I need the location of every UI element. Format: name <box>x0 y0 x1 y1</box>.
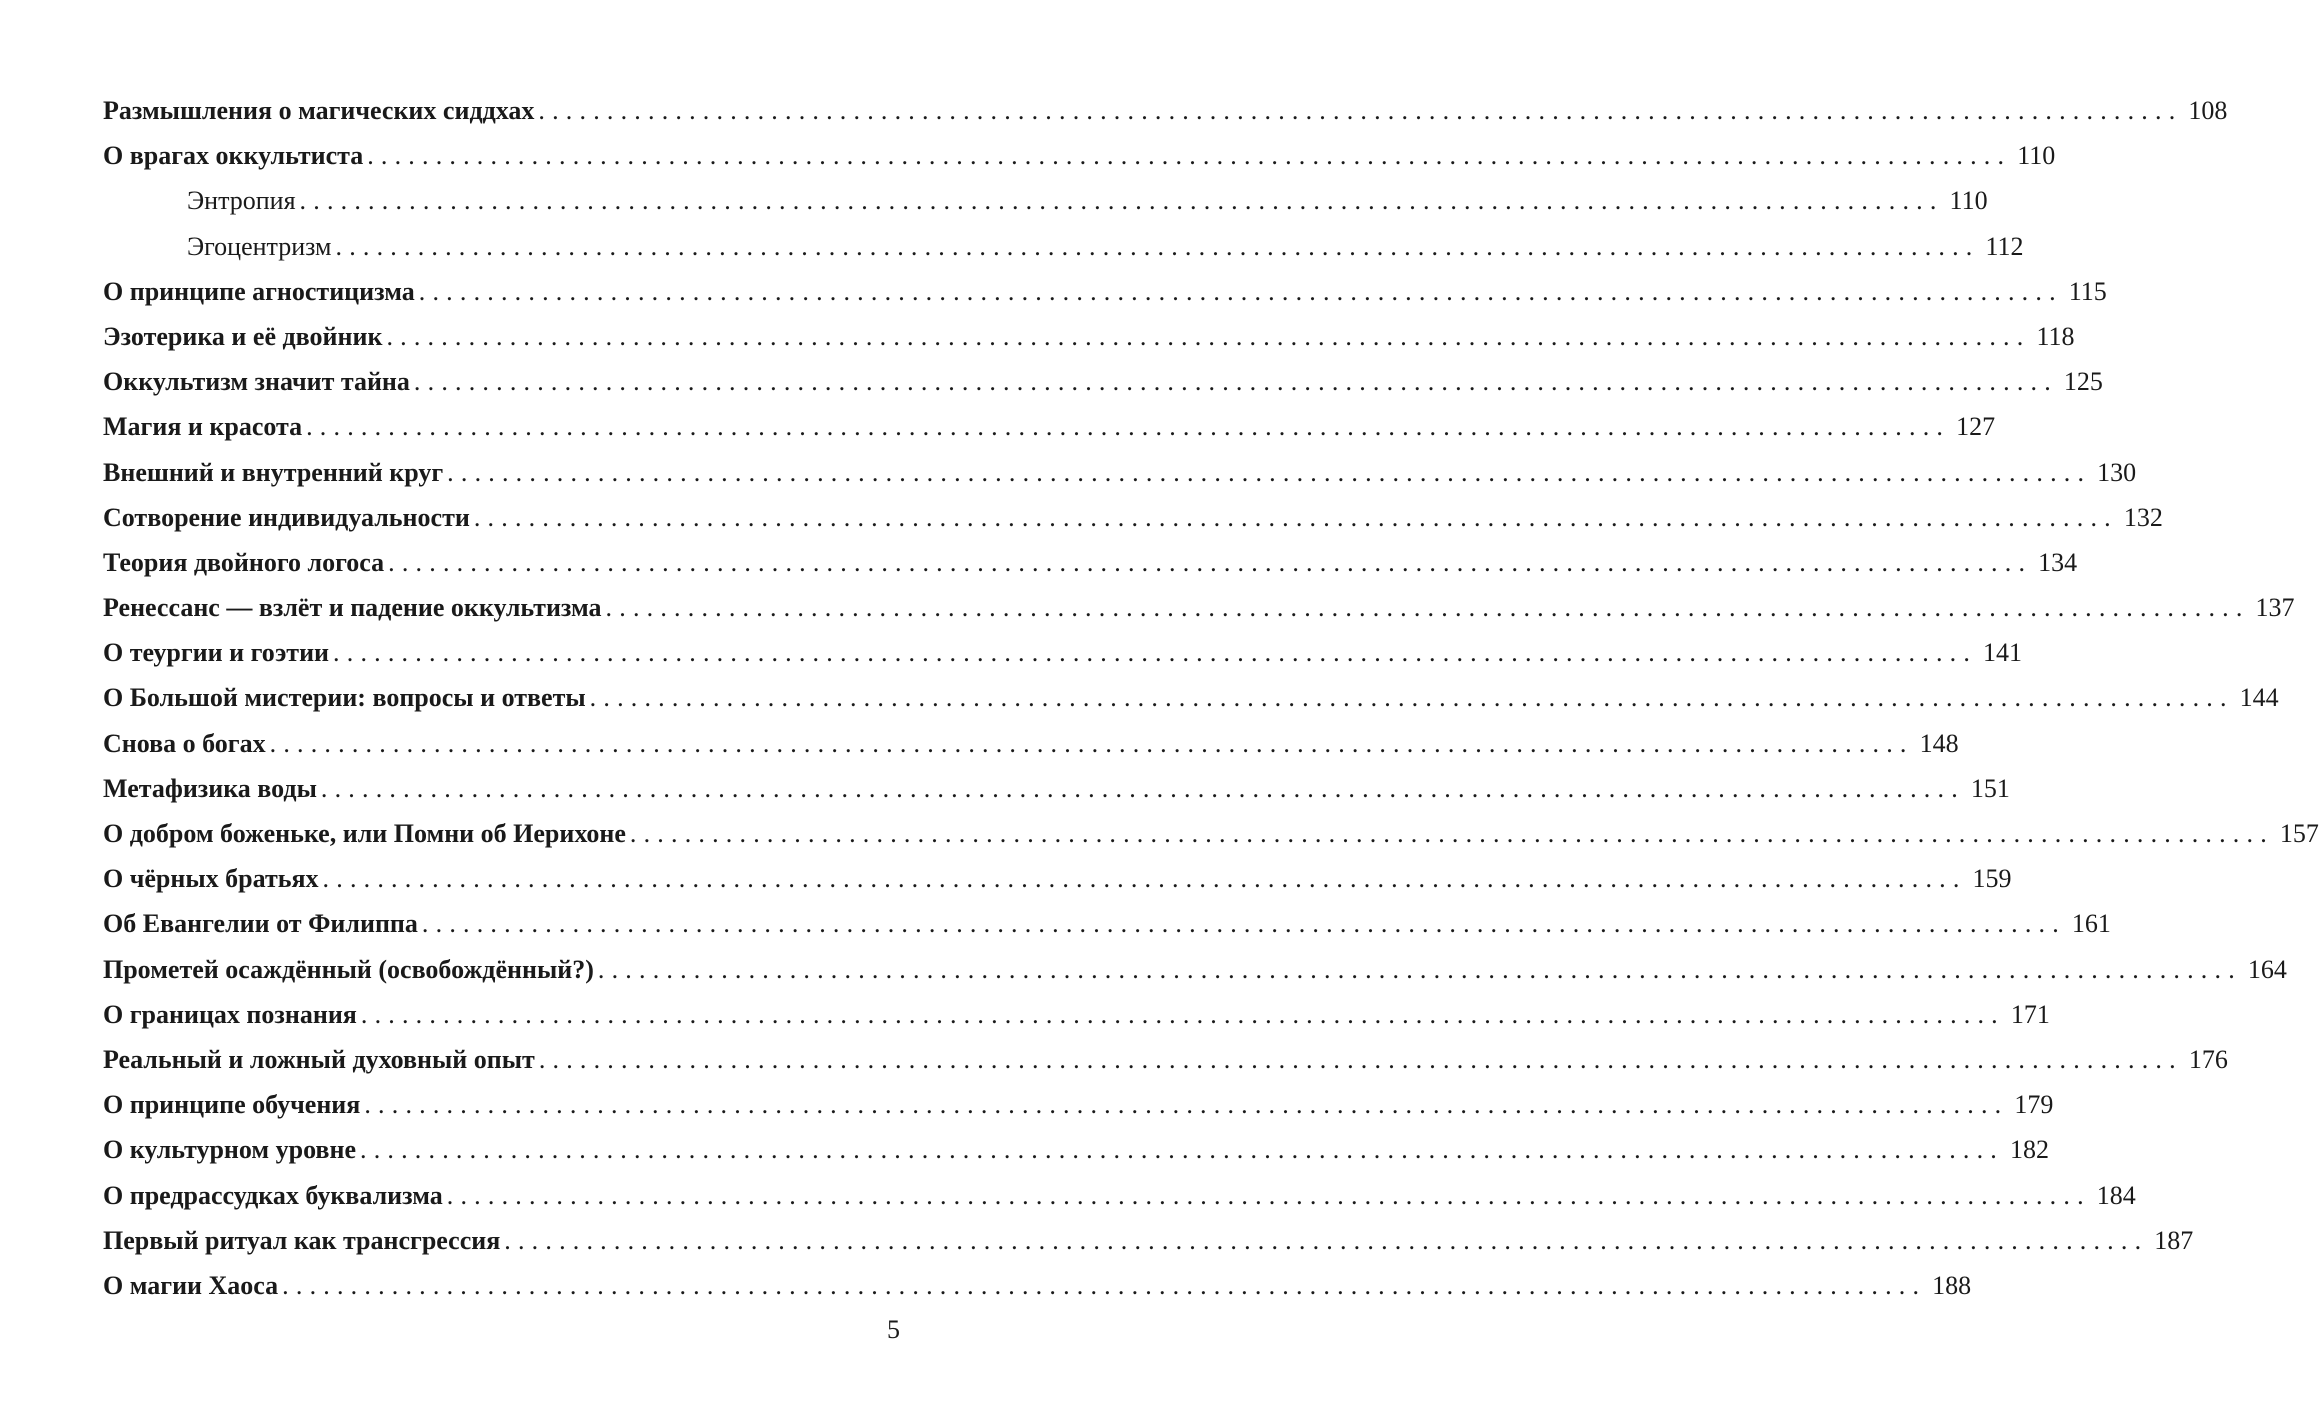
toc-entry-title: Внешний и внутренний круг <box>103 457 444 487</box>
toc-entry-title: Магия и красота <box>103 412 303 442</box>
dot-leader: ........................................................................................................................ <box>629 819 2274 848</box>
dot-leader: ........................................................................................................................ <box>364 1090 2009 1120</box>
dot-leader: ........................................................................................................................ <box>322 864 1967 894</box>
dot-leader: ........................................................................................................................ <box>447 457 2092 487</box>
dot-leader: ........................................................................................................................ <box>605 593 2250 623</box>
toc-entry[interactable] <box>103 856 2012 901</box>
table-of-contents <box>103 88 2319 1308</box>
toc-entry-title: Сотворение индивидуальности <box>103 502 470 532</box>
toc-entry-page: 110 <box>1949 186 1988 216</box>
toc-entry-title: О магии Хаоса <box>103 1270 279 1300</box>
toc-entry-page: 144 <box>2239 683 2279 713</box>
toc-entry-title: Оккультизм значит тайна <box>103 367 410 397</box>
toc-entry-title: О принципе агностицизма <box>103 276 415 306</box>
toc-entry[interactable] <box>103 314 2075 359</box>
toc-entry-page: 137 <box>2255 593 2295 623</box>
dot-leader: ........................................................................................................................ <box>335 231 1980 261</box>
toc-entry-page: 164 <box>2247 954 2287 984</box>
toc-entry-page: 151 <box>1970 773 2010 803</box>
dot-leader: ........................................................................................................................ <box>504 1225 2149 1255</box>
toc-entry[interactable] <box>103 585 2295 630</box>
toc-entry[interactable] <box>103 1037 2228 1082</box>
toc-entry-page: 157 <box>2279 819 2319 848</box>
toc-entry-title: Метафизика воды <box>103 773 317 803</box>
toc-entry[interactable] <box>103 1218 2194 1263</box>
toc-entry-page: 134 <box>2038 547 2078 577</box>
toc-entry-title: О чёрных братьях <box>103 864 319 894</box>
dot-leader: ........................................................................................................................ <box>386 321 2031 351</box>
toc-entry-title: Реальный и ложный духовный опыт <box>103 1044 535 1074</box>
dot-leader: ........................................................................................................................ <box>418 276 2063 306</box>
toc-entry-page: 127 <box>1956 412 1996 442</box>
dot-leader: ........................................................................................................................ <box>360 999 2005 1029</box>
toc-entry-title: Теория двойного логоса <box>103 547 385 577</box>
dot-leader: ........................................................................................................................ <box>538 1044 2183 1074</box>
toc-entry-title: Прометей осаждённый (освобождённый?) <box>103 954 594 984</box>
toc-entry[interactable] <box>103 992 2050 1037</box>
toc-entry-page: 171 <box>2010 999 2050 1029</box>
toc-entry-page: 188 <box>1932 1270 1972 1300</box>
toc-entry[interactable] <box>103 1127 2049 1172</box>
toc-entry-page: 184 <box>2096 1180 2136 1210</box>
toc-entry-title: Снова о богах <box>103 728 266 758</box>
toc-entry-page: 176 <box>2188 1044 2228 1074</box>
toc-entry-title: Ренессанс — взлёт и падение оккультизма <box>103 593 602 623</box>
toc-entry[interactable] <box>103 359 2103 404</box>
toc-entry-page: 187 <box>2154 1225 2194 1255</box>
toc-entry-page: 141 <box>1983 638 2023 668</box>
toc-entry-title: О границах познания <box>103 999 357 1029</box>
toc-entry[interactable] <box>103 88 2228 133</box>
dot-leader: ........................................................................................................................ <box>538 96 2183 125</box>
toc-entry-page: 182 <box>2010 1135 2049 1165</box>
toc-entry-title: О врагах оккультиста <box>103 141 364 171</box>
dot-leader: ........................................................................................................................ <box>306 412 1951 442</box>
toc-entry-title: О добром боженьке, или Помни об Иерихоне <box>103 819 626 848</box>
toc-entry-title: О культурном уровне <box>103 1135 356 1165</box>
toc-entry-page: 110 <box>2017 141 2056 171</box>
dot-leader: ........................................................................................................................ <box>421 909 2066 939</box>
toc-entry-title: Эгоцентризм <box>187 231 332 261</box>
toc-entry[interactable] <box>103 675 2279 720</box>
toc-entry-title: О предрассудках буквализма <box>103 1180 443 1210</box>
toc-entry[interactable] <box>103 178 1988 223</box>
dot-leader: ........................................................................................................................ <box>282 1270 1927 1300</box>
toc-entry[interactable] <box>103 540 2078 585</box>
toc-entry-page: 148 <box>1919 728 1959 758</box>
toc-entry[interactable] <box>103 495 2163 540</box>
toc-entry[interactable] <box>103 630 2023 675</box>
toc-entry[interactable] <box>103 811 2319 856</box>
toc-entry[interactable] <box>103 947 2287 992</box>
dot-leader: ........................................................................................................................ <box>597 954 2242 984</box>
dot-leader: ........................................................................................................................ <box>367 141 2012 171</box>
toc-entry[interactable] <box>103 224 2024 269</box>
toc-entry[interactable] <box>103 721 1959 766</box>
dot-leader: ........................................................................................................................ <box>333 638 1978 668</box>
toc-entry[interactable] <box>103 901 2111 946</box>
toc-entry-page: 125 <box>2063 367 2103 397</box>
toc-entry[interactable] <box>103 269 2107 314</box>
toc-entry-page: 159 <box>1972 864 2012 894</box>
toc-entry-title: Первый ритуал как трансгрессия <box>103 1225 501 1255</box>
toc-entry-title: Эзотерика и её двойник <box>103 321 383 351</box>
toc-entry-page: 108 <box>2188 96 2228 125</box>
toc-entry[interactable] <box>103 1263 1972 1308</box>
toc-entry-page: 115 <box>2068 276 2107 306</box>
toc-entry-page: 118 <box>2036 321 2075 351</box>
dot-leader: ........................................................................................................................ <box>360 1135 2004 1165</box>
toc-entry-title: О Большой мистерии: вопросы и ответы <box>103 683 586 713</box>
toc-entry[interactable] <box>103 766 2010 811</box>
toc-entry-page: 112 <box>1985 231 2024 261</box>
dot-leader: ........................................................................................................................ <box>299 186 1944 216</box>
toc-entry[interactable] <box>103 1173 2136 1218</box>
toc-entry-page: 130 <box>2097 457 2137 487</box>
dot-leader: ........................................................................................................................ <box>269 728 1914 758</box>
dot-leader: ........................................................................................................................ <box>413 367 2058 397</box>
dot-leader: ........................................................................................................................ <box>589 683 2234 713</box>
toc-entry[interactable] <box>103 1082 2054 1127</box>
toc-entry-title: О принципе обучения <box>103 1090 361 1120</box>
toc-entry-page: 179 <box>2014 1090 2054 1120</box>
dot-leader: ........................................................................................................................ <box>473 502 2118 532</box>
toc-entry-title: О теургии и гоэтии <box>103 638 330 668</box>
toc-entry[interactable] <box>103 450 2137 495</box>
toc-entry[interactable] <box>103 404 1996 449</box>
toc-entry[interactable] <box>103 133 2056 178</box>
toc-entry-page: 132 <box>2123 502 2163 532</box>
page-number: 5 <box>887 1315 900 1344</box>
toc-entry-title: Размышления о магических сиддхах <box>103 96 535 125</box>
dot-leader: ........................................................................................................................ <box>388 547 2033 577</box>
dot-leader: ........................................................................................................................ <box>446 1180 2091 1210</box>
toc-entry-page: 161 <box>2071 909 2111 939</box>
toc-entry-title: Об Евангелии от Филиппа <box>103 909 418 939</box>
dot-leader: ........................................................................................................................ <box>320 773 1965 803</box>
toc-entry-title: Энтропия <box>187 186 296 216</box>
